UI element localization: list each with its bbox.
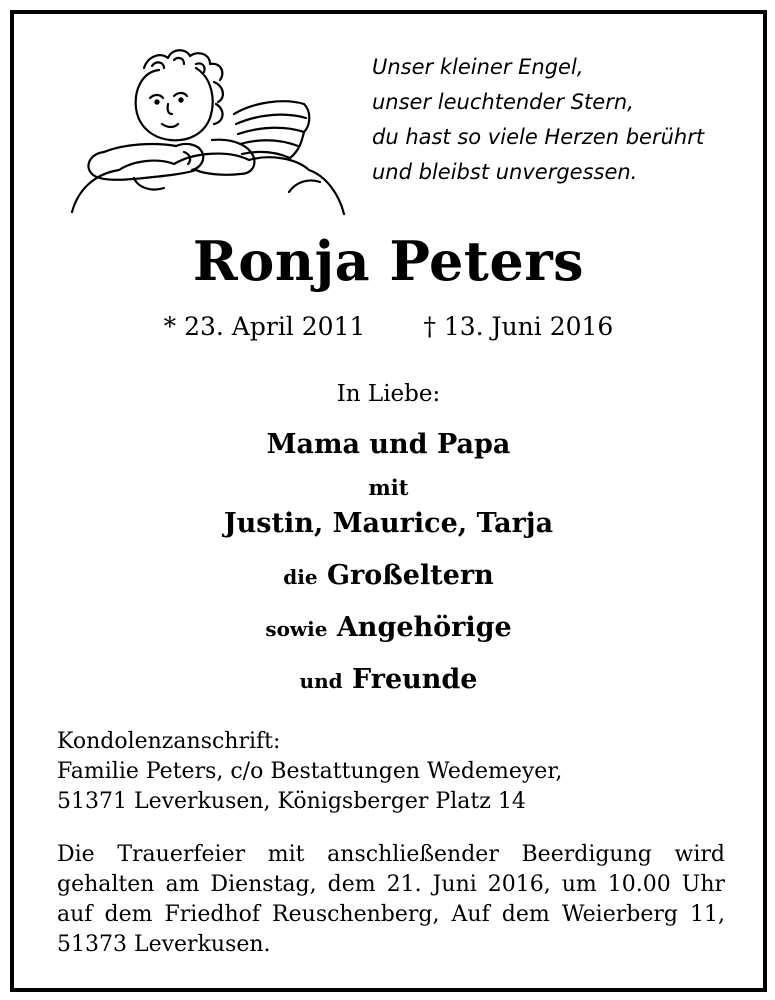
- birth-date: * 23. April 2011: [163, 312, 366, 341]
- mourners-with: mit: [368, 475, 409, 500]
- grandparents-prefix: die: [283, 565, 318, 589]
- poem-line: unser leuchtender Stern,: [372, 90, 634, 114]
- death-date: † 13. Juni 2016: [423, 312, 614, 341]
- relatives: Angehörige: [336, 612, 512, 643]
- poem: [372, 50, 752, 190]
- mourners-friends-line: [14, 664, 763, 695]
- mourners-parents: Mama und Papa: [266, 429, 511, 460]
- mourners-relatives-line: [14, 612, 763, 643]
- friends: Freunde: [352, 664, 478, 695]
- angel-on-cloud-icon: [64, 42, 364, 217]
- condolence-label: Kondolenzanschrift:: [57, 729, 281, 754]
- mourners-siblings: Justin, Maurice, Tarja: [223, 508, 554, 539]
- mourners-intro: In Liebe:: [336, 381, 441, 407]
- condolence-address: [57, 727, 737, 817]
- poem-line: Unser kleiner Engel,: [372, 55, 584, 79]
- obituary-frame: [10, 10, 767, 992]
- ceremony-info: Die Trauerfeier mit anschließender Beerdigung wird gehalten am Dienstag, dem 21. Juni 2016, um 10.00 Uhr auf dem Friedhof Reuschenberg, Auf dem Weierberg 11, 51373 Leverkusen.: [57, 842, 725, 957]
- poem-line: und bleibst unvergessen.: [372, 160, 638, 184]
- deceased-name: Ronja Peters: [192, 229, 585, 293]
- relatives-prefix: sowie: [265, 617, 328, 641]
- life-dates: [14, 312, 763, 341]
- condolence-line: 51371 Leverkusen, Königsberger Platz 14: [57, 789, 526, 814]
- mourners-grandparents-line: [14, 560, 763, 591]
- condolence-line: Familie Peters, c/o Bestattungen Wedemeyer,: [57, 759, 563, 784]
- grandparents: Großeltern: [326, 560, 494, 591]
- poem-line: du hast so viele Herzen berührt: [372, 125, 705, 149]
- friends-prefix: und: [299, 669, 343, 693]
